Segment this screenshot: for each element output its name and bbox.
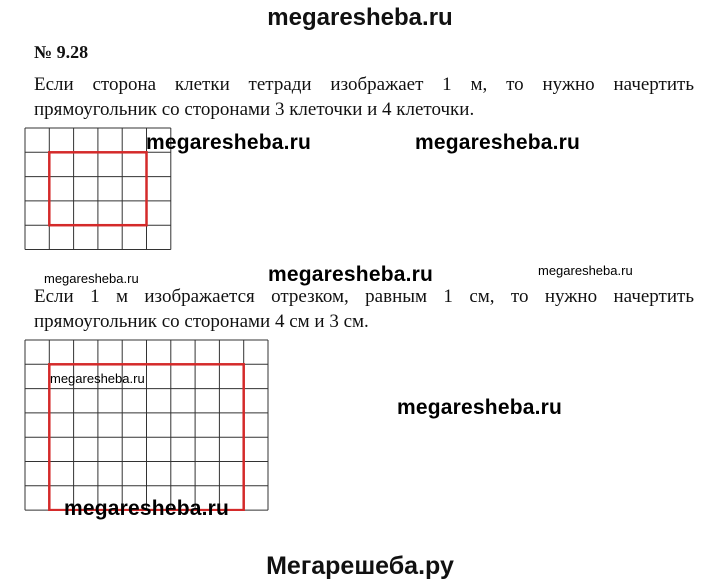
watermark: megaresheba.ru	[415, 131, 581, 154]
grid-figure-2	[24, 339, 269, 511]
watermark: megaresheba.ru	[538, 263, 633, 278]
watermark: megaresheba.ru	[268, 263, 434, 286]
watermark: megaresheba.ru	[64, 497, 230, 520]
watermark: megaresheba.ru	[50, 371, 145, 386]
task-number: № 9.28	[34, 42, 89, 62]
site-header: megaresheba.ru	[267, 4, 453, 31]
watermark: megaresheba.ru	[146, 131, 312, 154]
watermark: megaresheba.ru	[397, 396, 563, 419]
watermark: megaresheba.ru	[44, 271, 139, 286]
problem-paragraph-2: Если 1 м изображается отрезком, равным 1 см, то нужно начертить прямоугольник со сторонами 4 см и 3 см.	[34, 286, 694, 332]
problem-paragraph-1: Если сторона клетки тетради изображает 1 м, то нужно начертить прямоугольник со сторонами 3 клеточки и 4 клеточки.	[34, 74, 694, 120]
grid-figure-2-svg	[24, 339, 269, 511]
site-footer: Мегарешеба.ру	[266, 552, 454, 580]
